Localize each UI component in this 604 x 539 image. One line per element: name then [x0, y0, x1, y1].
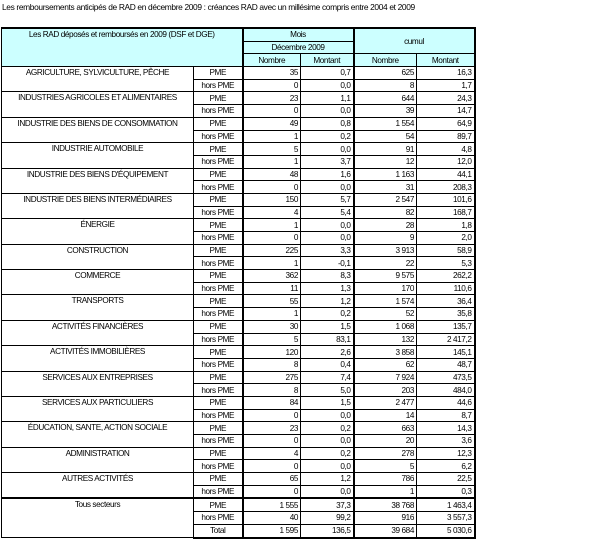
- cumul-nombre-cell: 9 575: [354, 270, 417, 283]
- mois-montant-cell: 0,4: [301, 358, 354, 371]
- cumul-nombre-cell: 9: [354, 232, 417, 245]
- mois-nombre-cell: 120: [243, 346, 301, 359]
- cumul-nombre-cell: 663: [354, 422, 417, 435]
- mois-montant-cell: 83,1: [301, 333, 354, 346]
- row-type: hors PME: [194, 181, 243, 194]
- mois-montant-cell: 5,0: [301, 384, 354, 397]
- cumul-nombre-cell: 31: [354, 181, 417, 194]
- cumul-nombre-cell: 8: [354, 79, 417, 92]
- cumul-montant-cell: 35,8: [417, 308, 475, 321]
- table-row: [2, 244, 475, 257]
- cumul-montant-cell: 16,3: [417, 67, 475, 80]
- cumul-montant-cell: 3 557,3: [417, 512, 475, 525]
- mois-nombre-cell: 30: [243, 320, 301, 333]
- cumul-nombre-cell: 2 477: [354, 396, 417, 409]
- table-row: [2, 67, 475, 80]
- sector-label: ADMINISTRATION: [2, 447, 194, 472]
- mois-nombre-cell: 0: [243, 232, 301, 245]
- cumul-montant-cell: 44,6: [417, 396, 475, 409]
- header-mois-montant: Montant: [301, 54, 354, 67]
- cumul-nombre-cell: 5: [354, 460, 417, 473]
- sector-label: INDUSTRIE DES BIENS DE CONSOMMATION: [2, 117, 194, 142]
- mois-montant-cell: 99,2: [301, 512, 354, 525]
- cumul-nombre-cell: 1 068: [354, 320, 417, 333]
- cumul-montant-cell: 1,8: [417, 219, 475, 232]
- mois-montant-cell: 1,1: [301, 92, 354, 105]
- header-cumul-montant: Montant: [417, 54, 475, 67]
- row-type: hors PME: [194, 512, 243, 525]
- mois-nombre-cell: 1: [243, 130, 301, 143]
- mois-nombre-cell: 1: [243, 257, 301, 270]
- mois-montant-cell: 0,2: [301, 308, 354, 321]
- cumul-montant-cell: 110,6: [417, 282, 475, 295]
- row-type: hors PME: [194, 79, 243, 92]
- row-type: PME: [194, 295, 243, 308]
- row-type: PME: [194, 92, 243, 105]
- mois-montant-cell: 0,2: [301, 447, 354, 460]
- mois-nombre-cell: 8: [243, 358, 301, 371]
- cumul-nombre-cell: 2 547: [354, 193, 417, 206]
- cumul-nombre-cell: 1: [354, 485, 417, 498]
- mois-montant-cell: 1,5: [301, 320, 354, 333]
- mois-montant-cell: 1,2: [301, 295, 354, 308]
- mois-nombre-cell: 8: [243, 384, 301, 397]
- sector-label: ACTIVITÉS IMMOBILIÈRES: [2, 346, 194, 371]
- table-row: [2, 320, 475, 333]
- mois-nombre-cell: 1 595: [243, 524, 301, 537]
- cumul-montant-cell: 208,3: [417, 181, 475, 194]
- mois-nombre-cell: 65: [243, 473, 301, 486]
- cumul-montant-cell: 4,8: [417, 143, 475, 156]
- cumul-nombre-cell: 1 574: [354, 295, 417, 308]
- row-type: hors PME: [194, 308, 243, 321]
- mois-montant-cell: 1,5: [301, 396, 354, 409]
- sector-label: AGRICULTURE, SYLVICULTURE, PÊCHE: [2, 67, 194, 92]
- cumul-montant-cell: 48,7: [417, 358, 475, 371]
- mois-nombre-cell: 1 555: [243, 498, 301, 511]
- cumul-montant-cell: 168,7: [417, 206, 475, 219]
- cumul-montant-cell: 64,9: [417, 117, 475, 130]
- header-sub-mois: Décembre 2009: [243, 41, 354, 54]
- cumul-nombre-cell: 20: [354, 435, 417, 448]
- mois-nombre-cell: 275: [243, 371, 301, 384]
- table-body: [2, 67, 475, 538]
- row-type: hors PME: [194, 358, 243, 371]
- row-type: PME: [194, 117, 243, 130]
- mois-montant-cell: 0,0: [301, 143, 354, 156]
- sector-label: INDUSTRIE AUTOMOBILE: [2, 143, 194, 168]
- row-type: PME: [194, 193, 243, 206]
- row-type: PME: [194, 447, 243, 460]
- cumul-nombre-cell: 170: [354, 282, 417, 295]
- mois-montant-cell: 37,3: [301, 498, 354, 511]
- sector-label: TRANSPORTS: [2, 295, 194, 320]
- cumul-nombre-cell: 12: [354, 155, 417, 168]
- header-cumul-nombre: Nombre: [354, 54, 417, 67]
- cumul-nombre-cell: 278: [354, 447, 417, 460]
- mois-nombre-cell: 0: [243, 181, 301, 194]
- header-group-mois: Mois: [243, 28, 354, 41]
- table-row: [2, 473, 475, 486]
- cumul-nombre-cell: 3 858: [354, 346, 417, 359]
- row-type: hors PME: [194, 232, 243, 245]
- cumul-nombre-cell: 916: [354, 512, 417, 525]
- cumul-nombre-cell: 1 554: [354, 117, 417, 130]
- mois-nombre-cell: 1: [243, 219, 301, 232]
- table-row: [2, 396, 475, 409]
- cumul-montant-cell: 5 030,6: [417, 524, 475, 537]
- table-row: [2, 92, 475, 105]
- mois-nombre-cell: 23: [243, 92, 301, 105]
- cumul-montant-cell: 22,5: [417, 473, 475, 486]
- mois-montant-cell: 5,4: [301, 206, 354, 219]
- sector-label: INDUSTRIE DES BIENS INTERMÉDIAIRES: [2, 193, 194, 218]
- cumul-montant-cell: 6,2: [417, 460, 475, 473]
- mois-montant-cell: 0,0: [301, 485, 354, 498]
- row-type: PME: [194, 168, 243, 181]
- row-type: hors PME: [194, 282, 243, 295]
- row-type: PME: [194, 320, 243, 333]
- mois-montant-cell: 7,4: [301, 371, 354, 384]
- row-type: PME: [194, 473, 243, 486]
- cumul-nombre-cell: 54: [354, 130, 417, 143]
- mois-montant-cell: 0,8: [301, 117, 354, 130]
- mois-montant-cell: 1,2: [301, 473, 354, 486]
- cumul-montant-cell: 262,2: [417, 270, 475, 283]
- mois-nombre-cell: 4: [243, 206, 301, 219]
- row-type: hors PME: [194, 485, 243, 498]
- mois-montant-cell: 0,0: [301, 79, 354, 92]
- table-row: [2, 422, 475, 435]
- mois-montant-cell: 0,0: [301, 219, 354, 232]
- row-type: PME: [194, 244, 243, 257]
- cumul-montant-cell: 14,3: [417, 422, 475, 435]
- sector-label: INDUSTRIES AGRICOLES ET ALIMENTAIRES: [2, 92, 194, 117]
- row-type: Total: [194, 524, 243, 537]
- mois-nombre-cell: 150: [243, 193, 301, 206]
- row-type: hors PME: [194, 460, 243, 473]
- row-type: hors PME: [194, 257, 243, 270]
- mois-montant-cell: 0,0: [301, 409, 354, 422]
- row-type: PME: [194, 270, 243, 283]
- row-type: hors PME: [194, 409, 243, 422]
- cumul-montant-cell: 145,1: [417, 346, 475, 359]
- mois-montant-cell: -0,1: [301, 257, 354, 270]
- mois-montant-cell: 3,3: [301, 244, 354, 257]
- cumul-montant-cell: 135,7: [417, 320, 475, 333]
- sector-label: ACTIVITÉS FINANCIÈRES: [2, 320, 194, 345]
- mois-montant-cell: 0,0: [301, 105, 354, 118]
- cumul-montant-cell: 1 463,4: [417, 498, 475, 511]
- row-type: hors PME: [194, 155, 243, 168]
- sector-label: INDUSTRIE DES BIENS D'ÉQUIPEMENT: [2, 168, 194, 193]
- header-group-cumul: cumul: [354, 28, 475, 54]
- cumul-nombre-cell: 38 768: [354, 498, 417, 511]
- mois-montant-cell: 2,6: [301, 346, 354, 359]
- mois-nombre-cell: 48: [243, 168, 301, 181]
- cumul-montant-cell: 44,1: [417, 168, 475, 181]
- cumul-nombre-cell: 39: [354, 105, 417, 118]
- table-row: [2, 498, 475, 511]
- cumul-montant-cell: 36,4: [417, 295, 475, 308]
- cumul-montant-cell: 12,0: [417, 155, 475, 168]
- mois-nombre-cell: 23: [243, 422, 301, 435]
- mois-nombre-cell: 49: [243, 117, 301, 130]
- mois-montant-cell: 5,7: [301, 193, 354, 206]
- cumul-nombre-cell: 625: [354, 67, 417, 80]
- sector-label: SERVICES AUX PARTICULIERS: [2, 396, 194, 421]
- cumul-nombre-cell: 52: [354, 308, 417, 321]
- cumul-nombre-cell: 786: [354, 473, 417, 486]
- cumul-montant-cell: 101,6: [417, 193, 475, 206]
- cumul-nombre-cell: 82: [354, 206, 417, 219]
- header-mois-nombre: Nombre: [243, 54, 301, 67]
- mois-montant-cell: 1,6: [301, 168, 354, 181]
- document-title: Les remboursements anticipés de RAD en décembre 2009 : créances RAD avec un millésime compris entre 2004 et 2009: [2, 2, 415, 12]
- mois-nombre-cell: 11: [243, 282, 301, 295]
- mois-nombre-cell: 0: [243, 485, 301, 498]
- mois-nombre-cell: 225: [243, 244, 301, 257]
- mois-nombre-cell: 0: [243, 409, 301, 422]
- table-row: [2, 295, 475, 308]
- header-main-label: Les RAD déposés et remboursés en 2009 (DSF et DGE): [2, 28, 243, 67]
- table-row: [2, 219, 475, 232]
- table-row: [2, 168, 475, 181]
- row-type: PME: [194, 396, 243, 409]
- cumul-montant-cell: 484,0: [417, 384, 475, 397]
- sector-label: ÉDUCATION, SANTE, ACTION SOCIALE: [2, 422, 194, 447]
- cumul-nombre-cell: 14: [354, 409, 417, 422]
- row-type: hors PME: [194, 105, 243, 118]
- sector-label: ÉNERGIE: [2, 219, 194, 244]
- mois-montant-cell: 0,2: [301, 422, 354, 435]
- mois-nombre-cell: 1: [243, 308, 301, 321]
- cumul-montant-cell: 0,3: [417, 485, 475, 498]
- table-row: [2, 193, 475, 206]
- sector-label: Tous secteurs: [2, 498, 194, 537]
- row-type: PME: [194, 67, 243, 80]
- cumul-nombre-cell: 3 913: [354, 244, 417, 257]
- sector-label: COMMERCE: [2, 270, 194, 295]
- row-type: hors PME: [194, 384, 243, 397]
- cumul-nombre-cell: 39 684: [354, 524, 417, 537]
- mois-montant-cell: 0,2: [301, 130, 354, 143]
- cumul-montant-cell: 3,6: [417, 435, 475, 448]
- cumul-nombre-cell: 28: [354, 219, 417, 232]
- cumul-montant-cell: 2,0: [417, 232, 475, 245]
- table-row: [2, 447, 475, 460]
- table-row: [2, 143, 475, 156]
- cumul-montant-cell: 58,9: [417, 244, 475, 257]
- mois-montant-cell: 0,0: [301, 232, 354, 245]
- cumul-nombre-cell: 132: [354, 333, 417, 346]
- rad-table: [1, 27, 476, 539]
- sector-label: SERVICES AUX ENTREPRISES: [2, 371, 194, 396]
- row-type: hors PME: [194, 206, 243, 219]
- cumul-montant-cell: 1,7: [417, 79, 475, 92]
- mois-montant-cell: 0,0: [301, 181, 354, 194]
- cumul-montant-cell: 89,7: [417, 130, 475, 143]
- cumul-nombre-cell: 62: [354, 358, 417, 371]
- cumul-nombre-cell: 7 924: [354, 371, 417, 384]
- mois-nombre-cell: 1: [243, 155, 301, 168]
- cumul-montant-cell: 5,3: [417, 257, 475, 270]
- sector-label: CONSTRUCTION: [2, 244, 194, 269]
- mois-montant-cell: 0,0: [301, 460, 354, 473]
- cumul-montant-cell: 8,7: [417, 409, 475, 422]
- mois-montant-cell: 0,7: [301, 67, 354, 80]
- cumul-nombre-cell: 91: [354, 143, 417, 156]
- cumul-nombre-cell: 644: [354, 92, 417, 105]
- mois-montant-cell: 1,3: [301, 282, 354, 295]
- table-row: [2, 346, 475, 359]
- row-type: hors PME: [194, 130, 243, 143]
- table-row: [2, 270, 475, 283]
- row-type: PME: [194, 346, 243, 359]
- mois-nombre-cell: 0: [243, 435, 301, 448]
- mois-nombre-cell: 0: [243, 79, 301, 92]
- mois-montant-cell: 136,5: [301, 524, 354, 537]
- mois-montant-cell: 8,3: [301, 270, 354, 283]
- row-type: PME: [194, 371, 243, 384]
- mois-nombre-cell: 0: [243, 460, 301, 473]
- mois-nombre-cell: 0: [243, 105, 301, 118]
- mois-nombre-cell: 5: [243, 143, 301, 156]
- cumul-montant-cell: 2 417,2: [417, 333, 475, 346]
- mois-nombre-cell: 5: [243, 333, 301, 346]
- cumul-nombre-cell: 22: [354, 257, 417, 270]
- mois-nombre-cell: 362: [243, 270, 301, 283]
- mois-nombre-cell: 35: [243, 67, 301, 80]
- row-type: PME: [194, 143, 243, 156]
- cumul-nombre-cell: 1 163: [354, 168, 417, 181]
- cumul-nombre-cell: 203: [354, 384, 417, 397]
- mois-nombre-cell: 4: [243, 447, 301, 460]
- table-row: [2, 371, 475, 384]
- cumul-montant-cell: 12,3: [417, 447, 475, 460]
- cumul-montant-cell: 14,7: [417, 105, 475, 118]
- cumul-montant-cell: 24,3: [417, 92, 475, 105]
- row-type: PME: [194, 219, 243, 232]
- row-type: PME: [194, 498, 243, 511]
- mois-nombre-cell: 84: [243, 396, 301, 409]
- table-row: [2, 117, 475, 130]
- sector-label: AUTRES ACTIVITÉS: [2, 473, 194, 499]
- mois-montant-cell: 0,0: [301, 435, 354, 448]
- cumul-montant-cell: 473,5: [417, 371, 475, 384]
- mois-montant-cell: 3,7: [301, 155, 354, 168]
- mois-nombre-cell: 55: [243, 295, 301, 308]
- row-type: hors PME: [194, 435, 243, 448]
- row-type: PME: [194, 422, 243, 435]
- mois-nombre-cell: 40: [243, 512, 301, 525]
- row-type: hors PME: [194, 333, 243, 346]
